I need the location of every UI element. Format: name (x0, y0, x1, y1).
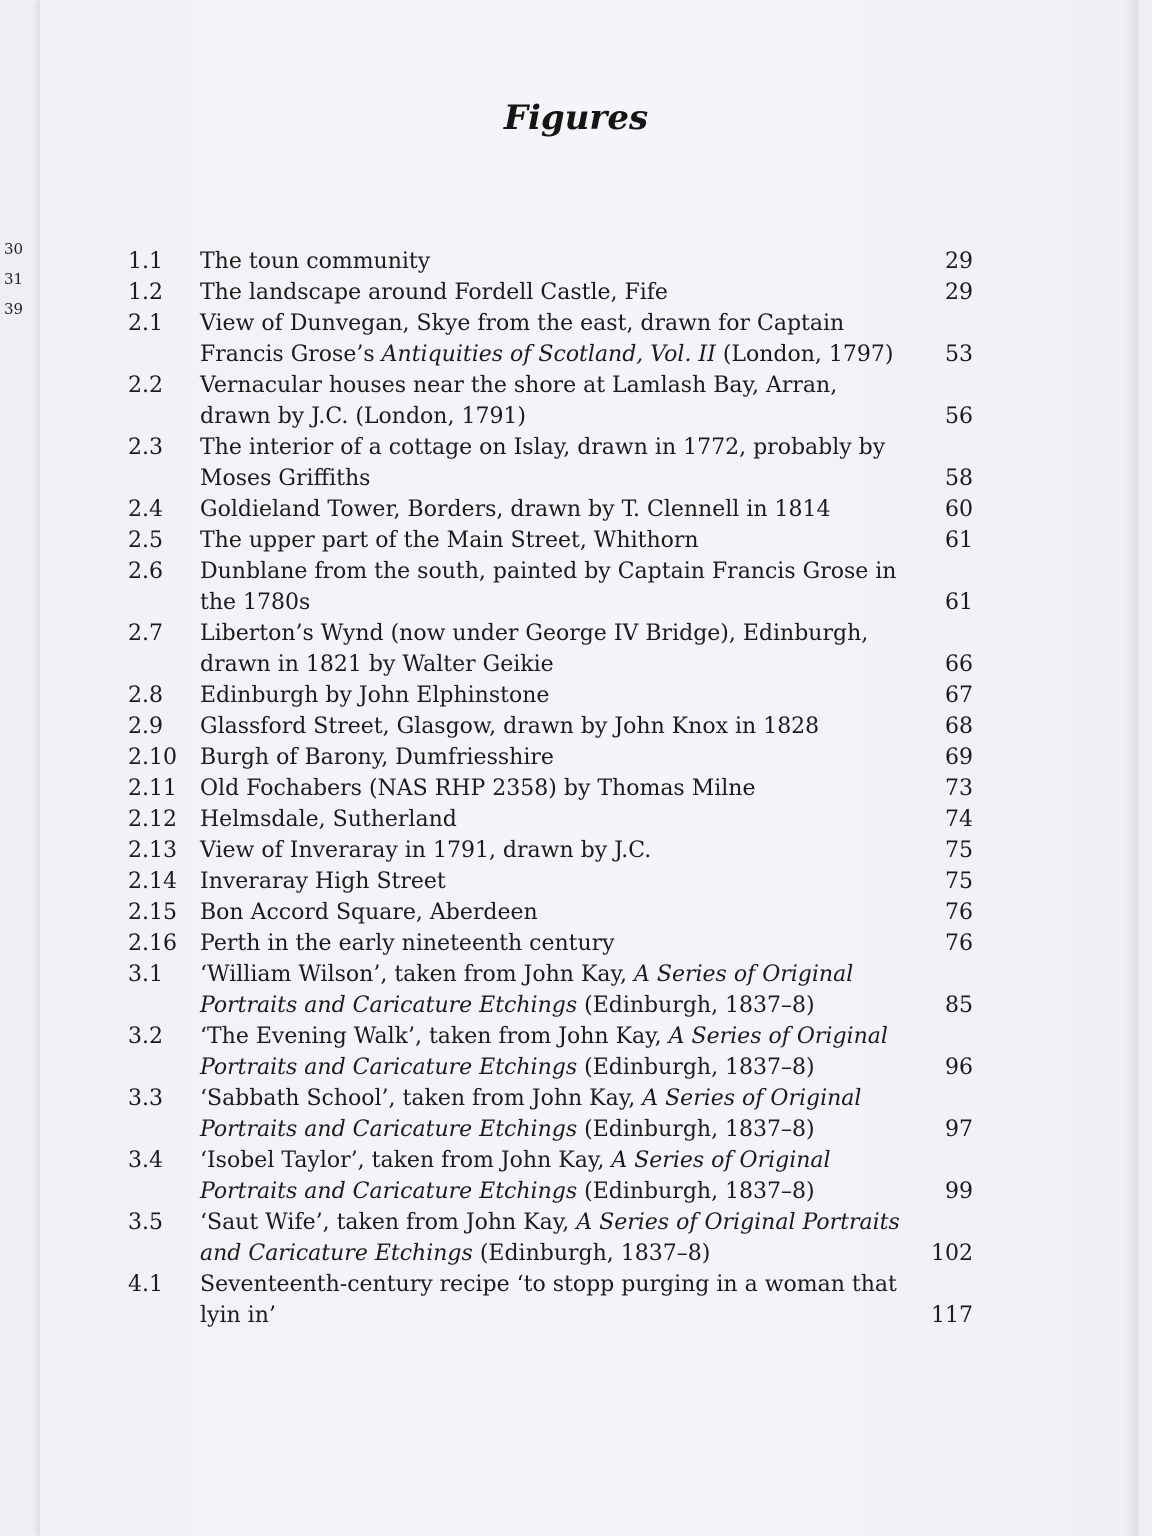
figure-entry (128, 1145, 973, 1207)
caption-text: Seventeenth-century recipe ‘to stopp purging in a woman that lyin in’ (200, 1272, 897, 1328)
figure-number: 3.3 (128, 1086, 163, 1111)
figure-entry (128, 277, 973, 308)
page-number: 67 (945, 683, 973, 708)
page-number: 56 (945, 404, 973, 429)
figure-entry (128, 494, 973, 525)
figure-caption (200, 866, 913, 897)
figure-number: 3.5 (128, 1210, 163, 1235)
page-number: 69 (945, 745, 973, 770)
figure-entry (128, 432, 973, 494)
figure-entry (128, 773, 973, 804)
caption-text: Perth in the early nineteenth century (200, 931, 615, 956)
figure-entry (128, 370, 973, 432)
figure-caption (200, 742, 913, 773)
figure-number: 2.8 (128, 683, 163, 708)
figure-number: 2.10 (128, 745, 177, 770)
caption-text: Vernacular houses near the shore at Lamlash Bay, Arran, drawn by J.C. (London, 1791) (200, 373, 838, 429)
caption-text-after: (Edinburgh, 1837–8) (584, 1179, 815, 1204)
margin-number: 30 (4, 240, 24, 258)
figure-caption (200, 246, 913, 277)
caption-text: Helmsdale, Sutherland (200, 807, 457, 832)
figure-caption (200, 1021, 913, 1083)
caption-book-title: A Series of Original Portraits and Caricature Etchings (200, 1086, 862, 1142)
figure-number: 2.11 (128, 776, 177, 801)
caption-text-after: (Edinburgh, 1837–8) (584, 1055, 815, 1080)
figure-number: 3.2 (128, 1024, 163, 1049)
figure-caption (200, 804, 913, 835)
figure-caption (200, 618, 913, 680)
figure-number: 3.4 (128, 1148, 163, 1173)
caption-text-after: (Edinburgh, 1837–8) (479, 1241, 711, 1266)
caption-book-title: A Series of Original Portraits and Caricature Etchings (200, 1210, 900, 1266)
caption-text: View of Inveraray in 1791, drawn by J.C. (200, 838, 652, 863)
figure-number: 2.3 (128, 435, 163, 460)
page-number: 102 (931, 1241, 973, 1266)
figure-entry (128, 742, 973, 773)
page-number: 97 (945, 1117, 973, 1142)
figures-list (128, 246, 973, 1331)
figure-number: 2.1 (128, 311, 163, 336)
figure-caption (200, 1269, 913, 1331)
figure-entry (128, 866, 973, 897)
figure-entry (128, 1207, 973, 1269)
page-number: 66 (945, 652, 973, 677)
page-number: 76 (945, 900, 973, 925)
figure-entry (128, 1021, 973, 1083)
caption-text-after: (London, 1797) (722, 342, 894, 367)
figure-number: 2.12 (128, 807, 177, 832)
page-number: 68 (945, 714, 973, 739)
figure-number: 2.2 (128, 373, 163, 398)
page-title: Figures (503, 98, 649, 138)
page-number: 61 (945, 528, 973, 553)
figure-number: 2.14 (128, 869, 177, 894)
figure-caption (200, 1145, 913, 1207)
figure-entry (128, 897, 973, 928)
caption-book-title: Antiquities of Scotland, Vol. II (381, 342, 716, 367)
figure-entry (128, 928, 973, 959)
caption-text: Inveraray High Street (200, 869, 446, 894)
figure-entry (128, 246, 973, 277)
margin-number: 31 (4, 270, 24, 288)
caption-text: The toun community (200, 249, 431, 274)
figure-caption (200, 277, 913, 308)
caption-text: ‘The Evening Walk’, taken from John Kay, (200, 1024, 662, 1049)
figure-caption (200, 1083, 913, 1145)
page-number: 75 (945, 869, 973, 894)
caption-text-after: (Edinburgh, 1837–8) (584, 993, 815, 1018)
page-number: 73 (945, 776, 973, 801)
figure-caption (200, 680, 913, 711)
figure-caption (200, 711, 913, 742)
figure-entry (128, 804, 973, 835)
caption-text: The landscape around Fordell Castle, Fife (200, 280, 668, 305)
figure-entry (128, 959, 973, 1021)
figure-caption (200, 525, 913, 556)
figure-number: 2.5 (128, 528, 163, 553)
figure-caption (200, 897, 913, 928)
caption-text: View of Dunvegan, Skye from the east, drawn for Captain Francis Grose’s (200, 311, 845, 367)
figure-number: 2.15 (128, 900, 177, 925)
figure-entry (128, 835, 973, 866)
page-number: 117 (931, 1303, 973, 1328)
caption-text: ‘William Wilson’, taken from John Kay, (200, 962, 627, 987)
page-number: 85 (945, 993, 973, 1018)
figure-number: 2.16 (128, 931, 177, 956)
figure-caption (200, 773, 913, 804)
figure-caption (200, 1207, 913, 1269)
page-number: 99 (945, 1179, 973, 1204)
caption-book-title: A Series of Original Portraits and Caricature Etchings (200, 1148, 831, 1204)
page-number: 61 (945, 590, 973, 615)
figure-caption (200, 370, 913, 432)
caption-text: Old Fochabers (NAS RHP 2358) by Thomas Milne (200, 776, 756, 801)
caption-text: Edinburgh by John Elphinstone (200, 683, 550, 708)
caption-text: Dunblane from the south, painted by Captain Francis Grose in the 1780s (200, 559, 897, 615)
figure-entry (128, 308, 973, 370)
caption-book-title: A Series of Original Portraits and Caricature Etchings (200, 962, 854, 1018)
figure-number: 2.7 (128, 621, 163, 646)
page-number: 29 (945, 280, 973, 305)
caption-text: Glassford Street, Glasgow, drawn by John Knox in 1828 (200, 714, 820, 739)
margin-number: 39 (4, 300, 24, 318)
figure-caption (200, 432, 913, 494)
caption-text: Bon Accord Square, Aberdeen (200, 900, 538, 925)
page-number: 58 (945, 466, 973, 491)
figure-entry (128, 711, 973, 742)
caption-text: Burgh of Barony, Dumfriesshire (200, 745, 554, 770)
caption-book-title: A Series of Original Portraits and Caricature Etchings (200, 1024, 888, 1080)
figure-number: 2.9 (128, 714, 163, 739)
caption-text: The interior of a cottage on Islay, drawn in 1772, probably by Moses Griffiths (200, 435, 886, 491)
caption-text-after: (Edinburgh, 1837–8) (584, 1117, 815, 1142)
figure-caption (200, 959, 913, 1021)
figure-number: 1.1 (128, 249, 163, 274)
caption-text: Liberton’s Wynd (now under George IV Bridge), Edinburgh, drawn in 1821 by Walter Geikie (200, 621, 869, 677)
page-number: 76 (945, 931, 973, 956)
page-number: 29 (945, 249, 973, 274)
figure-caption (200, 494, 913, 525)
page-number: 74 (945, 807, 973, 832)
figure-entry (128, 556, 973, 618)
caption-text: ‘Saut Wife’, taken from John Kay, (200, 1210, 570, 1235)
figure-entry (128, 680, 973, 711)
left-margin-numbers (4, 240, 30, 330)
page-number: 75 (945, 838, 973, 863)
figure-number: 3.1 (128, 962, 163, 987)
figure-number: 1.2 (128, 280, 163, 305)
figure-caption (200, 928, 913, 959)
figure-number: 2.4 (128, 497, 163, 522)
figure-entry (128, 1083, 973, 1145)
figure-number: 2.6 (128, 559, 163, 584)
figure-caption (200, 308, 913, 370)
figure-entry (128, 1269, 973, 1331)
figure-entry (128, 618, 973, 680)
caption-text: The upper part of the Main Street, Whithorn (200, 528, 699, 553)
figure-number: 2.13 (128, 838, 177, 863)
figure-caption (200, 835, 913, 866)
figure-entry (128, 525, 973, 556)
figure-number: 4.1 (128, 1272, 163, 1297)
figure-caption (200, 556, 913, 618)
caption-text: Goldieland Tower, Borders, drawn by T. Clennell in 1814 (200, 497, 831, 522)
caption-text: ‘Isobel Taylor’, taken from John Kay, (200, 1148, 605, 1173)
page-number: 53 (945, 342, 973, 367)
page-number: 60 (945, 497, 973, 522)
caption-text: ‘Sabbath School’, taken from John Kay, (200, 1086, 636, 1111)
page-number: 96 (945, 1055, 973, 1080)
page-edge-shadow (1124, 0, 1138, 1536)
